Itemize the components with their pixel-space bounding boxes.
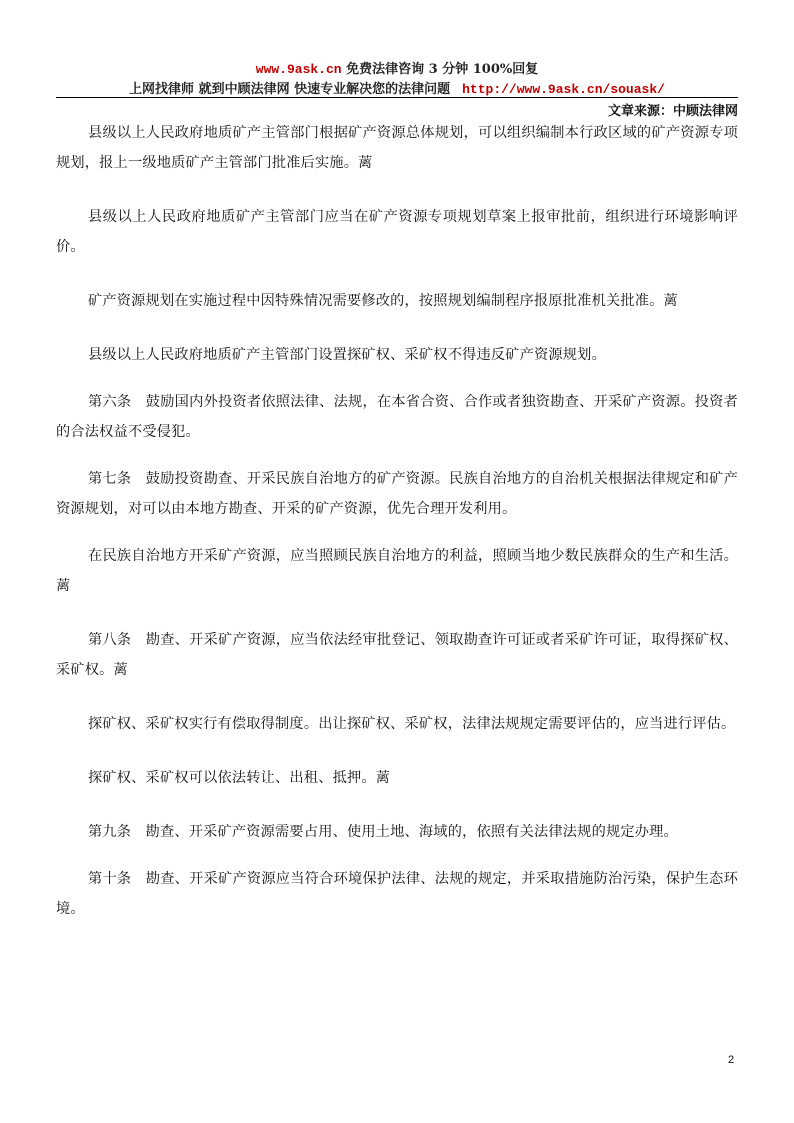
paragraph: 探矿权、采矿权实行有偿取得制度。出让探矿权、采矿权，法律法规规定需要评估的，应当进行评估。	[88, 716, 736, 732]
article-source: 文章来源：中顾法律网	[607, 104, 738, 119]
paragraph: 第十条 勘查、开采矿产资源应当符合环境保护法律、法规的规定，并采取措施防治污染，保护生态环境。	[56, 871, 738, 917]
header-souask-link[interactable]: http://www.9ask.cn/souask/	[462, 82, 665, 97]
header-divider	[56, 97, 738, 98]
header-tagline: 上网找律师 就到中顾法律网 快速专业解决您的法律问题	[129, 82, 451, 97]
paragraph: 第六条 鼓励国内外投资者依照法律、法规，在本省合资、合作或者独资勘查、开采矿产资源。投资者的合法权益不受侵犯。	[56, 394, 738, 440]
paragraph: 探矿权、采矿权可以依法转让、出租、抵押。蓠	[88, 770, 391, 786]
document-body	[56, 118, 738, 924]
header-line-2	[0, 78, 794, 97]
paragraph: 县级以上人民政府地质矿产主管部门应当在矿产资源专项规划草案上报审批前，组织进行环境影响评价。	[56, 209, 738, 255]
page-number: 2	[728, 1054, 735, 1066]
paragraph: 县级以上人民政府地质矿产主管部门根据矿产资源总体规划，可以组织编制本行政区域的矿产资源专项规划，报上一级地质矿产主管部门批准后实施。蓠	[56, 125, 738, 171]
paragraph: 县级以上人民政府地质矿产主管部门设置探矿权、采矿权不得违反矿产资源规划。	[88, 347, 606, 363]
header-line-1	[0, 58, 794, 77]
paragraph: 在民族自治地方开采矿产资源，应当照顾民族自治地方的利益，照顾当地少数民族群众的生产和生活。蓠	[56, 548, 738, 594]
header-slogan: 免费法律咨询 3 分钟 100%回复	[341, 62, 539, 77]
paragraph: 第八条 勘查、开采矿产资源，应当依法经审批登记、领取勘查许可证或者采矿许可证，取得探矿权、采矿权。蓠	[56, 632, 738, 678]
paragraph: 第七条 鼓励投资勘查、开采民族自治地方的矿产资源。民族自治地方的自治机关根据法律规定和矿产资源规划，对可以由本地方勘查、开采的矿产资源，优先合理开发利用。	[56, 471, 738, 517]
header-site-link[interactable]: www.9ask.cn	[255, 62, 342, 77]
paragraph: 矿产资源规划在实施过程中因特殊情况需要修改的，按照规划编制程序报原批准机关批准。蓠	[88, 293, 678, 309]
paragraph: 第九条 勘查、开采矿产资源需要占用、使用土地、海域的，依照有关法律法规的规定办理。	[88, 824, 678, 840]
